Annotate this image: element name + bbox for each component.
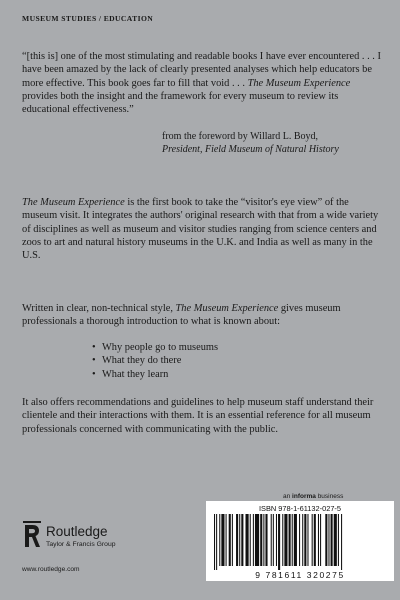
quote-attribution <box>162 131 390 156</box>
topic-list <box>92 341 218 381</box>
barcode-bar <box>302 514 303 566</box>
barcode-bar <box>338 514 339 566</box>
barcode-bar <box>284 514 287 566</box>
barcode-bar <box>250 514 251 566</box>
para1-book-title: The Museum Experience <box>22 197 125 208</box>
barcode-bar <box>253 514 254 566</box>
para2-lead: Written in clear, non-technical style, <box>22 303 176 314</box>
barcode-bar <box>265 514 267 566</box>
barcode-bar <box>236 514 238 566</box>
barcode-bar <box>214 514 215 570</box>
barcode-bar <box>246 514 249 566</box>
barcode-bar <box>294 514 297 566</box>
para2-book-title: The Museum Experience <box>175 303 279 314</box>
barcode-bar <box>226 514 227 566</box>
quote-part-2: provides both the insight and the framework for every museum to review its educational effectiveness.” <box>22 90 339 116</box>
barcode-bar <box>320 514 321 566</box>
barcode-panel <box>206 501 394 581</box>
list-item: • Why people go to museums <box>92 341 218 354</box>
attribution-line-2: President, Field Museum of Natural History <box>162 143 339 155</box>
quote-part-1: “[this is] one of the most stimulating and readable books I have ever encountered . . . I have been amazed by the lack of clearly presented analyses which help educators be more effective. This book goes far to fill that void . . . <box>22 51 381 89</box>
description-paragraph-1 <box>22 196 384 262</box>
barcode-bar <box>239 514 240 566</box>
barcode-bar <box>241 514 243 566</box>
barcode-bar <box>299 514 300 566</box>
category-label: MUSEUM STUDIES / EDUCATION <box>22 14 154 23</box>
barcode-icon <box>214 514 386 570</box>
barcode-bar <box>331 514 333 566</box>
barcode-bar <box>221 514 224 566</box>
routledge-logo-icon <box>23 521 41 549</box>
list-item: • What they do there <box>92 354 218 367</box>
barcode-bar <box>312 514 313 566</box>
list-item: • What they learn <box>92 368 218 381</box>
description-paragraph-2 <box>22 302 384 329</box>
barcode-bar <box>273 514 274 566</box>
informa-brand: informa <box>292 493 316 500</box>
barcode-bar <box>263 514 264 566</box>
para2-text: gives museum professionals a thorough introduction to what is known about: <box>22 303 341 328</box>
para1-text: is the first book to take the “visitor's eye view” of the museum visit. It integrates the authors' original research with that from a wide variety of disciplines as well as museum and visitor studies ranging from science centers and zoos to art and natural history museums in the U.K. and India as well as many in the U.S. <box>22 197 379 262</box>
barcode-bar <box>292 514 293 566</box>
barcode-bar <box>276 514 277 566</box>
attribution-line-1: from the foreword by Willard L. Boyd, <box>162 131 319 142</box>
review-quote <box>22 50 384 116</box>
barcode-bar <box>304 514 306 566</box>
barcode-bar <box>325 514 327 566</box>
barcode-digits: 9 781611 320275 <box>255 570 345 580</box>
barcode-bar <box>229 514 231 566</box>
barcode-bar <box>219 514 220 566</box>
informa-suffix: business <box>315 493 344 500</box>
publisher-website[interactable]: www.routledge.com <box>22 566 80 573</box>
barcode-bar <box>255 514 259 566</box>
isbn-label: ISBN 978-1-61132-027-5 <box>258 504 342 513</box>
barcode-bar <box>260 514 262 566</box>
barcode-bar <box>278 514 280 570</box>
description-paragraph-3: It also offers recommendations and guidelines to help museum staff understand their clientele and their interactions with them. It is an essential reference for all museum professionals concerned with communicating with the public. <box>22 397 374 435</box>
barcode-bar <box>328 514 329 566</box>
barcode-bar <box>271 514 272 566</box>
barcode-bar <box>232 514 233 566</box>
informa-prefix: an <box>283 493 293 500</box>
barcode-bar <box>307 514 308 566</box>
barcode-bar <box>341 514 342 570</box>
barcode-bar <box>334 514 337 566</box>
barcode-bar <box>216 514 217 570</box>
barcode-bar <box>318 514 319 566</box>
barcode-bar <box>314 514 316 566</box>
quote-book-title: The Museum Experience <box>247 77 351 89</box>
informa-business-tag <box>283 493 343 500</box>
barcode-bar <box>282 514 283 566</box>
publisher-group: Taylor & Francis Group <box>46 541 116 548</box>
publisher-name: Routledge <box>46 524 108 539</box>
barcode-bar <box>289 514 291 566</box>
